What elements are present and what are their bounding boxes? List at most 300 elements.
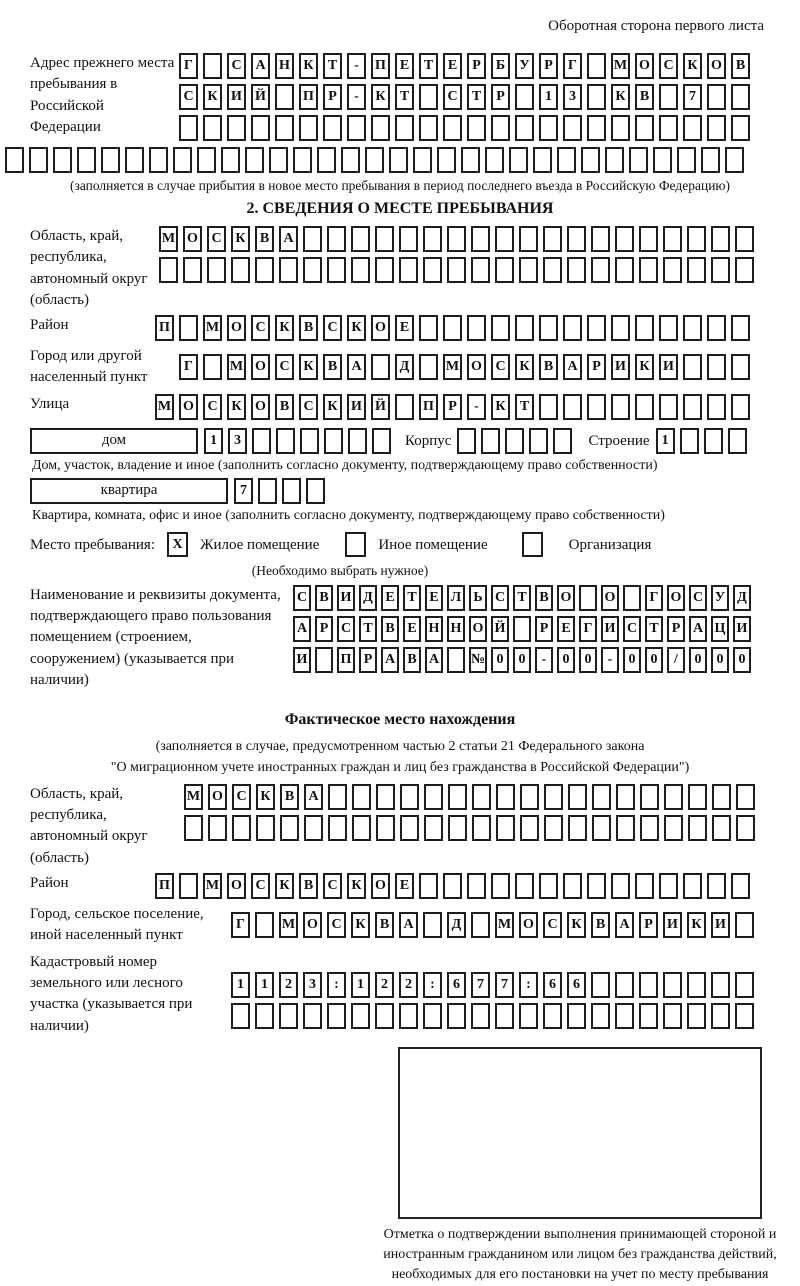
- checkbox-residential[interactable]: X: [167, 532, 188, 557]
- grid-cell[interactable]: [567, 257, 586, 283]
- grid-cell[interactable]: [203, 354, 222, 380]
- grid-cell[interactable]: [279, 257, 298, 283]
- grid-cell[interactable]: В: [535, 585, 553, 611]
- grid-cell[interactable]: [615, 1003, 634, 1029]
- grid-cell[interactable]: [327, 1003, 346, 1029]
- grid-cell[interactable]: [711, 226, 730, 252]
- grid-cell[interactable]: К: [347, 315, 366, 341]
- grid-cell[interactable]: [735, 1003, 754, 1029]
- grid-cell[interactable]: [258, 478, 277, 504]
- grid-cell[interactable]: [184, 815, 203, 841]
- grid-cell[interactable]: А: [293, 616, 311, 642]
- grid-cell[interactable]: [125, 147, 144, 173]
- grid-cell[interactable]: [280, 815, 299, 841]
- grid-cell[interactable]: [399, 226, 418, 252]
- grid-cell[interactable]: Л: [447, 585, 465, 611]
- grid-cell[interactable]: [712, 815, 731, 841]
- grid-cell[interactable]: С: [659, 53, 678, 79]
- grid-cell[interactable]: С: [327, 912, 346, 938]
- grid-cell[interactable]: К: [347, 873, 366, 899]
- grid-cell[interactable]: Н: [425, 616, 443, 642]
- grid-cell[interactable]: [399, 1003, 418, 1029]
- grid-cell[interactable]: [300, 428, 319, 454]
- grid-cell[interactable]: К: [275, 873, 294, 899]
- grid-cell[interactable]: [303, 257, 322, 283]
- grid-cell[interactable]: [423, 257, 442, 283]
- grid-cell[interactable]: [275, 84, 294, 110]
- grid-cell[interactable]: М: [495, 912, 514, 938]
- grid-cell[interactable]: [323, 115, 342, 141]
- grid-cell[interactable]: М: [203, 873, 222, 899]
- grid-cell[interactable]: [587, 53, 606, 79]
- grid-cell[interactable]: С: [293, 585, 311, 611]
- grid-cell[interactable]: П: [419, 394, 438, 420]
- grid-cell[interactable]: К: [323, 394, 342, 420]
- grid-cell[interactable]: 3: [303, 972, 322, 998]
- grid-cell[interactable]: [424, 815, 443, 841]
- grid-cell[interactable]: 1: [231, 972, 250, 998]
- grid-cell[interactable]: [707, 873, 726, 899]
- grid-cell[interactable]: В: [381, 616, 399, 642]
- grid-cell[interactable]: [303, 1003, 322, 1029]
- grid-cell[interactable]: [471, 226, 490, 252]
- grid-cell[interactable]: В: [635, 84, 654, 110]
- grid-cell[interactable]: [543, 1003, 562, 1029]
- grid-cell[interactable]: И: [337, 585, 355, 611]
- grid-cell[interactable]: 6: [543, 972, 562, 998]
- grid-cell[interactable]: [611, 315, 630, 341]
- grid-cell[interactable]: [203, 115, 222, 141]
- grid-cell[interactable]: 0: [733, 647, 751, 673]
- grid-cell[interactable]: [423, 1003, 442, 1029]
- grid-cell[interactable]: [419, 354, 438, 380]
- grid-cell[interactable]: [208, 815, 227, 841]
- grid-cell[interactable]: [615, 972, 634, 998]
- grid-cell[interactable]: [611, 873, 630, 899]
- grid-cell[interactable]: [495, 1003, 514, 1029]
- grid-cell[interactable]: [179, 115, 198, 141]
- grid-cell[interactable]: [221, 147, 240, 173]
- grid-cell[interactable]: Е: [443, 53, 462, 79]
- grid-cell[interactable]: 0: [623, 647, 641, 673]
- grid-cell[interactable]: 1: [351, 972, 370, 998]
- grid-cell[interactable]: [663, 257, 682, 283]
- grid-cell[interactable]: Д: [733, 585, 751, 611]
- grid-cell[interactable]: [615, 257, 634, 283]
- grid-cell[interactable]: [443, 115, 462, 141]
- grid-cell[interactable]: А: [615, 912, 634, 938]
- grid-cell[interactable]: [639, 1003, 658, 1029]
- grid-cell[interactable]: [515, 873, 534, 899]
- grid-cell[interactable]: 0: [513, 647, 531, 673]
- grid-cell[interactable]: [282, 478, 301, 504]
- grid-cell[interactable]: [509, 147, 528, 173]
- grid-cell[interactable]: [457, 428, 476, 454]
- grid-cell[interactable]: [520, 784, 539, 810]
- grid-cell[interactable]: [472, 815, 491, 841]
- grid-cell[interactable]: И: [227, 84, 246, 110]
- grid-cell[interactable]: [539, 115, 558, 141]
- grid-cell[interactable]: Г: [231, 912, 250, 938]
- grid-cell[interactable]: В: [403, 647, 421, 673]
- grid-cell[interactable]: Р: [443, 394, 462, 420]
- grid-cell[interactable]: Й: [491, 616, 509, 642]
- grid-cell[interactable]: [707, 315, 726, 341]
- grid-cell[interactable]: [736, 815, 755, 841]
- grid-cell[interactable]: [687, 257, 706, 283]
- grid-cell[interactable]: [317, 147, 336, 173]
- grid-cell[interactable]: К: [687, 912, 706, 938]
- grid-cell[interactable]: С: [323, 315, 342, 341]
- grid-cell[interactable]: [395, 394, 414, 420]
- grid-cell[interactable]: К: [683, 53, 702, 79]
- grid-cell[interactable]: [539, 873, 558, 899]
- grid-cell[interactable]: 7: [471, 972, 490, 998]
- grid-cell[interactable]: Р: [323, 84, 342, 110]
- grid-cell[interactable]: [348, 428, 367, 454]
- grid-cell[interactable]: М: [159, 226, 178, 252]
- grid-cell[interactable]: Ц: [711, 616, 729, 642]
- grid-cell[interactable]: [568, 815, 587, 841]
- grid-cell[interactable]: К: [227, 394, 246, 420]
- grid-cell[interactable]: [587, 115, 606, 141]
- grid-cell[interactable]: С: [251, 873, 270, 899]
- grid-cell[interactable]: С: [232, 784, 251, 810]
- grid-cell[interactable]: [623, 585, 641, 611]
- grid-cell[interactable]: [376, 784, 395, 810]
- grid-cell[interactable]: Е: [403, 616, 421, 642]
- grid-cell[interactable]: [352, 815, 371, 841]
- grid-cell[interactable]: Г: [579, 616, 597, 642]
- grid-cell[interactable]: А: [279, 226, 298, 252]
- grid-cell[interactable]: 7: [683, 84, 702, 110]
- grid-cell[interactable]: [437, 147, 456, 173]
- grid-cell[interactable]: -: [347, 84, 366, 110]
- grid-cell[interactable]: Р: [467, 53, 486, 79]
- grid-cell[interactable]: О: [601, 585, 619, 611]
- grid-cell[interactable]: [419, 84, 438, 110]
- grid-cell[interactable]: [635, 394, 654, 420]
- grid-cell[interactable]: [275, 115, 294, 141]
- grid-cell[interactable]: В: [591, 912, 610, 938]
- grid-cell[interactable]: [5, 147, 24, 173]
- grid-cell[interactable]: [663, 226, 682, 252]
- grid-cell[interactable]: [491, 115, 510, 141]
- grid-cell[interactable]: [592, 815, 611, 841]
- grid-cell[interactable]: С: [227, 53, 246, 79]
- grid-cell[interactable]: 6: [567, 972, 586, 998]
- grid-cell[interactable]: У: [515, 53, 534, 79]
- grid-cell[interactable]: [328, 815, 347, 841]
- grid-cell[interactable]: [448, 815, 467, 841]
- grid-cell[interactable]: [687, 226, 706, 252]
- grid-cell[interactable]: [447, 647, 465, 673]
- grid-cell[interactable]: [728, 428, 747, 454]
- grid-cell[interactable]: М: [184, 784, 203, 810]
- grid-cell[interactable]: Е: [395, 315, 414, 341]
- grid-cell[interactable]: [707, 84, 726, 110]
- grid-cell[interactable]: [304, 815, 323, 841]
- grid-cell[interactable]: [567, 1003, 586, 1029]
- grid-cell[interactable]: /: [667, 647, 685, 673]
- grid-cell[interactable]: [255, 257, 274, 283]
- grid-cell[interactable]: С: [275, 354, 294, 380]
- grid-cell[interactable]: [687, 972, 706, 998]
- grid-cell[interactable]: М: [155, 394, 174, 420]
- grid-cell[interactable]: -: [467, 394, 486, 420]
- grid-cell[interactable]: [471, 1003, 490, 1029]
- grid-cell[interactable]: [563, 394, 582, 420]
- grid-cell[interactable]: [481, 428, 500, 454]
- grid-cell[interactable]: [520, 815, 539, 841]
- grid-cell[interactable]: [341, 147, 360, 173]
- grid-cell[interactable]: Г: [179, 354, 198, 380]
- grid-cell[interactable]: [231, 257, 250, 283]
- grid-cell[interactable]: [183, 257, 202, 283]
- grid-cell[interactable]: [659, 315, 678, 341]
- grid-cell[interactable]: 2: [375, 972, 394, 998]
- grid-cell[interactable]: 2: [279, 972, 298, 998]
- grid-cell[interactable]: С: [299, 394, 318, 420]
- grid-cell[interactable]: Т: [395, 84, 414, 110]
- grid-cell[interactable]: О: [227, 315, 246, 341]
- grid-cell[interactable]: [496, 815, 515, 841]
- grid-cell[interactable]: Б: [491, 53, 510, 79]
- grid-cell[interactable]: Е: [381, 585, 399, 611]
- grid-cell[interactable]: [519, 257, 538, 283]
- grid-cell[interactable]: Г: [179, 53, 198, 79]
- grid-cell[interactable]: Т: [359, 616, 377, 642]
- grid-cell[interactable]: [149, 147, 168, 173]
- grid-cell[interactable]: [413, 147, 432, 173]
- grid-cell[interactable]: К: [635, 354, 654, 380]
- grid-cell[interactable]: [680, 428, 699, 454]
- grid-cell[interactable]: [276, 428, 295, 454]
- grid-cell[interactable]: [587, 315, 606, 341]
- grid-cell[interactable]: 3: [228, 428, 247, 454]
- grid-cell[interactable]: [376, 815, 395, 841]
- grid-cell[interactable]: [203, 53, 222, 79]
- grid-cell[interactable]: [711, 257, 730, 283]
- grid-cell[interactable]: [543, 257, 562, 283]
- grid-cell[interactable]: С: [623, 616, 641, 642]
- grid-cell[interactable]: В: [280, 784, 299, 810]
- grid-cell[interactable]: [29, 147, 48, 173]
- grid-cell[interactable]: [315, 647, 333, 673]
- grid-cell[interactable]: [447, 1003, 466, 1029]
- grid-cell[interactable]: [639, 257, 658, 283]
- grid-cell[interactable]: Р: [315, 616, 333, 642]
- grid-cell[interactable]: И: [601, 616, 619, 642]
- grid-cell[interactable]: [423, 912, 442, 938]
- grid-cell[interactable]: [568, 784, 587, 810]
- grid-cell[interactable]: А: [689, 616, 707, 642]
- grid-cell[interactable]: П: [155, 873, 174, 899]
- grid-cell[interactable]: В: [299, 873, 318, 899]
- grid-cell[interactable]: С: [443, 84, 462, 110]
- grid-cell[interactable]: [495, 226, 514, 252]
- grid-cell[interactable]: [491, 873, 510, 899]
- grid-cell[interactable]: О: [227, 873, 246, 899]
- grid-cell[interactable]: 1: [255, 972, 274, 998]
- grid-cell[interactable]: К: [567, 912, 586, 938]
- grid-cell[interactable]: К: [515, 354, 534, 380]
- grid-cell[interactable]: [227, 115, 246, 141]
- grid-cell[interactable]: [591, 1003, 610, 1029]
- grid-cell[interactable]: [731, 354, 750, 380]
- grid-cell[interactable]: К: [351, 912, 370, 938]
- grid-cell[interactable]: 0: [689, 647, 707, 673]
- grid-cell[interactable]: [563, 315, 582, 341]
- grid-cell[interactable]: [389, 147, 408, 173]
- grid-cell[interactable]: П: [371, 53, 390, 79]
- grid-cell[interactable]: [515, 84, 534, 110]
- grid-cell[interactable]: О: [707, 53, 726, 79]
- grid-cell[interactable]: [731, 115, 750, 141]
- grid-cell[interactable]: С: [251, 315, 270, 341]
- grid-cell[interactable]: -: [535, 647, 553, 673]
- grid-cell[interactable]: [447, 226, 466, 252]
- grid-cell[interactable]: В: [315, 585, 333, 611]
- grid-cell[interactable]: [351, 226, 370, 252]
- grid-cell[interactable]: [179, 315, 198, 341]
- grid-cell[interactable]: [567, 226, 586, 252]
- grid-cell[interactable]: [515, 315, 534, 341]
- grid-cell[interactable]: О: [371, 315, 390, 341]
- grid-cell[interactable]: [351, 257, 370, 283]
- grid-cell[interactable]: [659, 394, 678, 420]
- grid-cell[interactable]: К: [231, 226, 250, 252]
- grid-cell[interactable]: №: [469, 647, 487, 673]
- grid-cell[interactable]: [471, 912, 490, 938]
- grid-cell[interactable]: И: [663, 912, 682, 938]
- grid-cell[interactable]: А: [304, 784, 323, 810]
- grid-cell[interactable]: [544, 815, 563, 841]
- grid-cell[interactable]: [279, 1003, 298, 1029]
- grid-cell[interactable]: К: [371, 84, 390, 110]
- grid-cell[interactable]: М: [611, 53, 630, 79]
- grid-cell[interactable]: К: [299, 354, 318, 380]
- grid-cell[interactable]: [485, 147, 504, 173]
- grid-cell[interactable]: [496, 784, 515, 810]
- grid-cell[interactable]: С: [491, 354, 510, 380]
- grid-cell[interactable]: М: [203, 315, 222, 341]
- grid-cell[interactable]: [539, 315, 558, 341]
- grid-cell[interactable]: Т: [515, 394, 534, 420]
- grid-cell[interactable]: [448, 784, 467, 810]
- grid-cell[interactable]: [424, 784, 443, 810]
- grid-cell[interactable]: [591, 972, 610, 998]
- grid-cell[interactable]: [653, 147, 672, 173]
- grid-cell[interactable]: [711, 1003, 730, 1029]
- grid-cell[interactable]: [533, 147, 552, 173]
- grid-cell[interactable]: [365, 147, 384, 173]
- grid-cell[interactable]: [659, 873, 678, 899]
- grid-cell[interactable]: Р: [359, 647, 377, 673]
- grid-cell[interactable]: И: [347, 394, 366, 420]
- grid-cell[interactable]: [461, 147, 480, 173]
- grid-cell[interactable]: О: [251, 394, 270, 420]
- grid-cell[interactable]: [351, 1003, 370, 1029]
- grid-cell[interactable]: Р: [667, 616, 685, 642]
- grid-cell[interactable]: [591, 226, 610, 252]
- grid-cell[interactable]: Н: [275, 53, 294, 79]
- grid-cell[interactable]: [400, 815, 419, 841]
- grid-cell[interactable]: А: [425, 647, 443, 673]
- grid-cell[interactable]: В: [299, 315, 318, 341]
- grid-cell[interactable]: Р: [535, 616, 553, 642]
- grid-cell[interactable]: Е: [395, 873, 414, 899]
- grid-cell[interactable]: [395, 115, 414, 141]
- grid-cell[interactable]: В: [731, 53, 750, 79]
- grid-cell[interactable]: 7: [495, 972, 514, 998]
- grid-cell[interactable]: [159, 257, 178, 283]
- grid-cell[interactable]: О: [557, 585, 575, 611]
- grid-cell[interactable]: [419, 873, 438, 899]
- grid-cell[interactable]: С: [203, 394, 222, 420]
- grid-cell[interactable]: [605, 147, 624, 173]
- grid-cell[interactable]: [491, 315, 510, 341]
- grid-cell[interactable]: -: [601, 647, 619, 673]
- grid-cell[interactable]: В: [275, 394, 294, 420]
- grid-cell[interactable]: 0: [491, 647, 509, 673]
- grid-cell[interactable]: [371, 115, 390, 141]
- grid-cell[interactable]: К: [491, 394, 510, 420]
- grid-cell[interactable]: [736, 784, 755, 810]
- grid-cell[interactable]: Е: [557, 616, 575, 642]
- grid-cell[interactable]: М: [227, 354, 246, 380]
- grid-cell[interactable]: 1: [204, 428, 223, 454]
- grid-cell[interactable]: [375, 257, 394, 283]
- grid-cell[interactable]: Р: [587, 354, 606, 380]
- grid-cell[interactable]: [731, 315, 750, 341]
- grid-cell[interactable]: [519, 1003, 538, 1029]
- grid-cell[interactable]: Р: [539, 53, 558, 79]
- grid-cell[interactable]: [553, 428, 572, 454]
- grid-cell[interactable]: [293, 147, 312, 173]
- grid-cell[interactable]: К: [203, 84, 222, 110]
- grid-cell[interactable]: [735, 257, 754, 283]
- grid-cell[interactable]: О: [469, 616, 487, 642]
- grid-cell[interactable]: [495, 257, 514, 283]
- grid-cell[interactable]: 1: [539, 84, 558, 110]
- grid-cell[interactable]: [173, 147, 192, 173]
- grid-cell[interactable]: [639, 226, 658, 252]
- grid-cell[interactable]: 0: [645, 647, 663, 673]
- grid-cell[interactable]: [587, 873, 606, 899]
- grid-cell[interactable]: А: [381, 647, 399, 673]
- grid-cell[interactable]: Т: [419, 53, 438, 79]
- grid-cell[interactable]: [579, 585, 597, 611]
- grid-cell[interactable]: А: [347, 354, 366, 380]
- grid-cell[interactable]: [423, 226, 442, 252]
- grid-cell[interactable]: [53, 147, 72, 173]
- grid-cell[interactable]: [519, 226, 538, 252]
- grid-cell[interactable]: [529, 428, 548, 454]
- grid-cell[interactable]: К: [275, 315, 294, 341]
- grid-cell[interactable]: Ь: [469, 585, 487, 611]
- grid-cell[interactable]: [375, 1003, 394, 1029]
- grid-cell[interactable]: К: [256, 784, 275, 810]
- grid-cell[interactable]: [467, 873, 486, 899]
- grid-cell[interactable]: [711, 972, 730, 998]
- grid-cell[interactable]: К: [611, 84, 630, 110]
- grid-cell[interactable]: О: [208, 784, 227, 810]
- grid-cell[interactable]: [544, 784, 563, 810]
- grid-cell[interactable]: О: [303, 912, 322, 938]
- grid-cell[interactable]: [371, 354, 390, 380]
- grid-cell[interactable]: С: [543, 912, 562, 938]
